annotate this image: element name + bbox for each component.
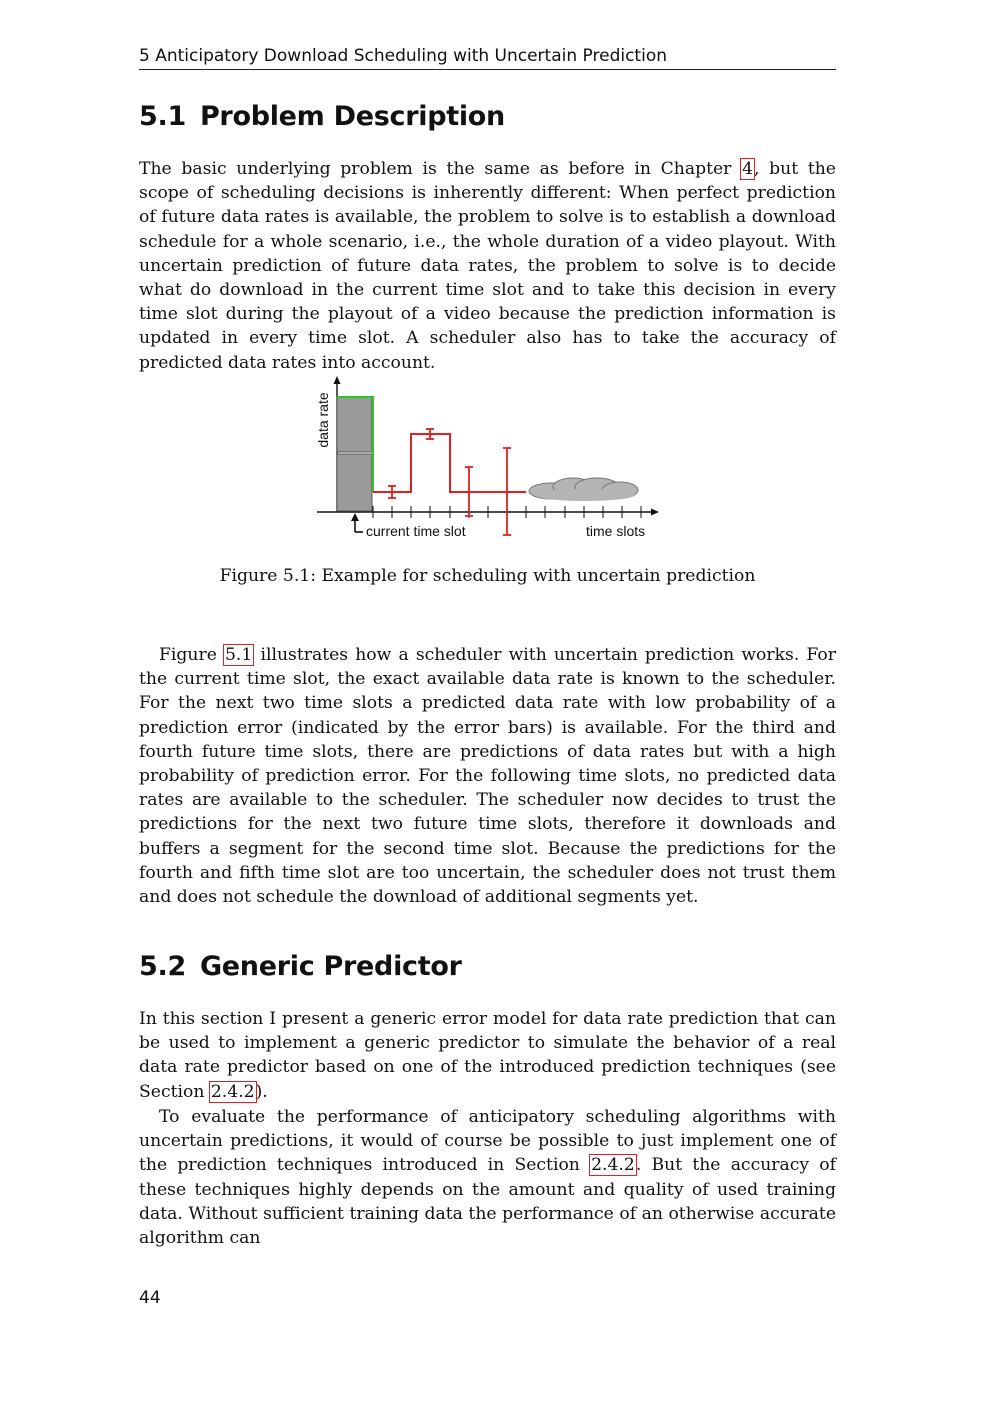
page-number: 44 [139,1288,161,1308]
text-run: Figure [159,645,224,665]
x-axis-label: time slots [586,523,646,539]
section-heading-problem-description [139,101,836,132]
section-title: Problem Description [199,101,505,132]
x-axis-arrow [651,509,659,516]
text-run: In this section I present a generic error model for data rate prediction that can be used to implement a generic predictor to simulate the behavior of a real data rate predictor based on one of the introduced prediction techniques (see Section [139,1009,836,1102]
current-segment [337,397,372,452]
paragraph-figure-explanation [139,643,836,909]
predicted-rate-line [373,434,526,492]
text-run: The basic underlying problem is the same as before in Chapter [139,159,742,179]
figure-caption: Figure 5.1: Example for scheduling with uncertain prediction [219,566,756,586]
section-number: 5.2 [139,951,186,982]
text-run: . But the accuracy of these techniques highly depends on the amount and quality of used training data. Without sufficient training data the performance of an otherwise accurate algorithm can [139,1155,836,1249]
current-slot-arrowhead [351,513,359,521]
paragraph-problem [139,157,836,375]
figure-link[interactable]: 5.1 [225,645,253,665]
text-run: illustrates how a scheduler with uncertain prediction works. For the current time slot, the exact available data rate is known to the scheduler. For the next two time slots a predicted data rate with low probability of a prediction error (indicated by the error bars) is available. For the third and fourth future time slots, there are predictions of data rates but with a high probability of prediction error. For the following time slots, no predicted data rates are available to the scheduler. The scheduler now decides to trust the predictions for the next two future time slots, therefore it downloads and buffers a segment for the second time slot. Because the predictions for the fourth and fifth time slot are too uncertain, the scheduler does not trust them and does not schedule the download of additional segments yet. [139,645,836,908]
chapter-link[interactable]: 4 [742,159,753,179]
y-axis-label: data rate [315,392,331,448]
section-title: Generic Predictor [199,951,462,982]
unknown-cloud [529,478,638,501]
section-heading-generic-predictor [139,951,836,982]
text-run: ). [255,1081,268,1102]
current-slot-label: current time slot [366,523,466,539]
section-number: 5.1 [139,101,186,132]
paragraph-generic-predictor [139,1007,836,1104]
text-run: To evaluate the performance of anticipatory scheduling algorithms with uncertain predictions, it would of course be possible to just implement one of the prediction techniques introduced in Section [139,1107,836,1176]
figure-scheduling-uncertain-prediction [305,372,665,542]
section-link[interactable]: 2.4.2 [591,1155,635,1176]
section-link[interactable]: 2.4.2 [210,1081,255,1102]
buffered-segment [337,454,372,511]
paragraph-evaluation [139,1105,836,1250]
text-run: , but the scope of scheduling decisions is inherently different: When perfect prediction of future data rates is available, the problem to solve is to establish a download schedule for a whole scenario, i.e., the whole duration of a video playout. With uncertain prediction of future data rates, the problem to solve is to decide what do download in the current time slot and to take this decision in every time slot during the playout of a video because the prediction information is updated in every time slot. A scheduler also has to take the accuracy of predicted data rates into account. [139,159,836,373]
y-axis-arrow [334,376,341,384]
running-head: 5 Anticipatory Download Scheduling with Uncertain Prediction [139,46,836,70]
